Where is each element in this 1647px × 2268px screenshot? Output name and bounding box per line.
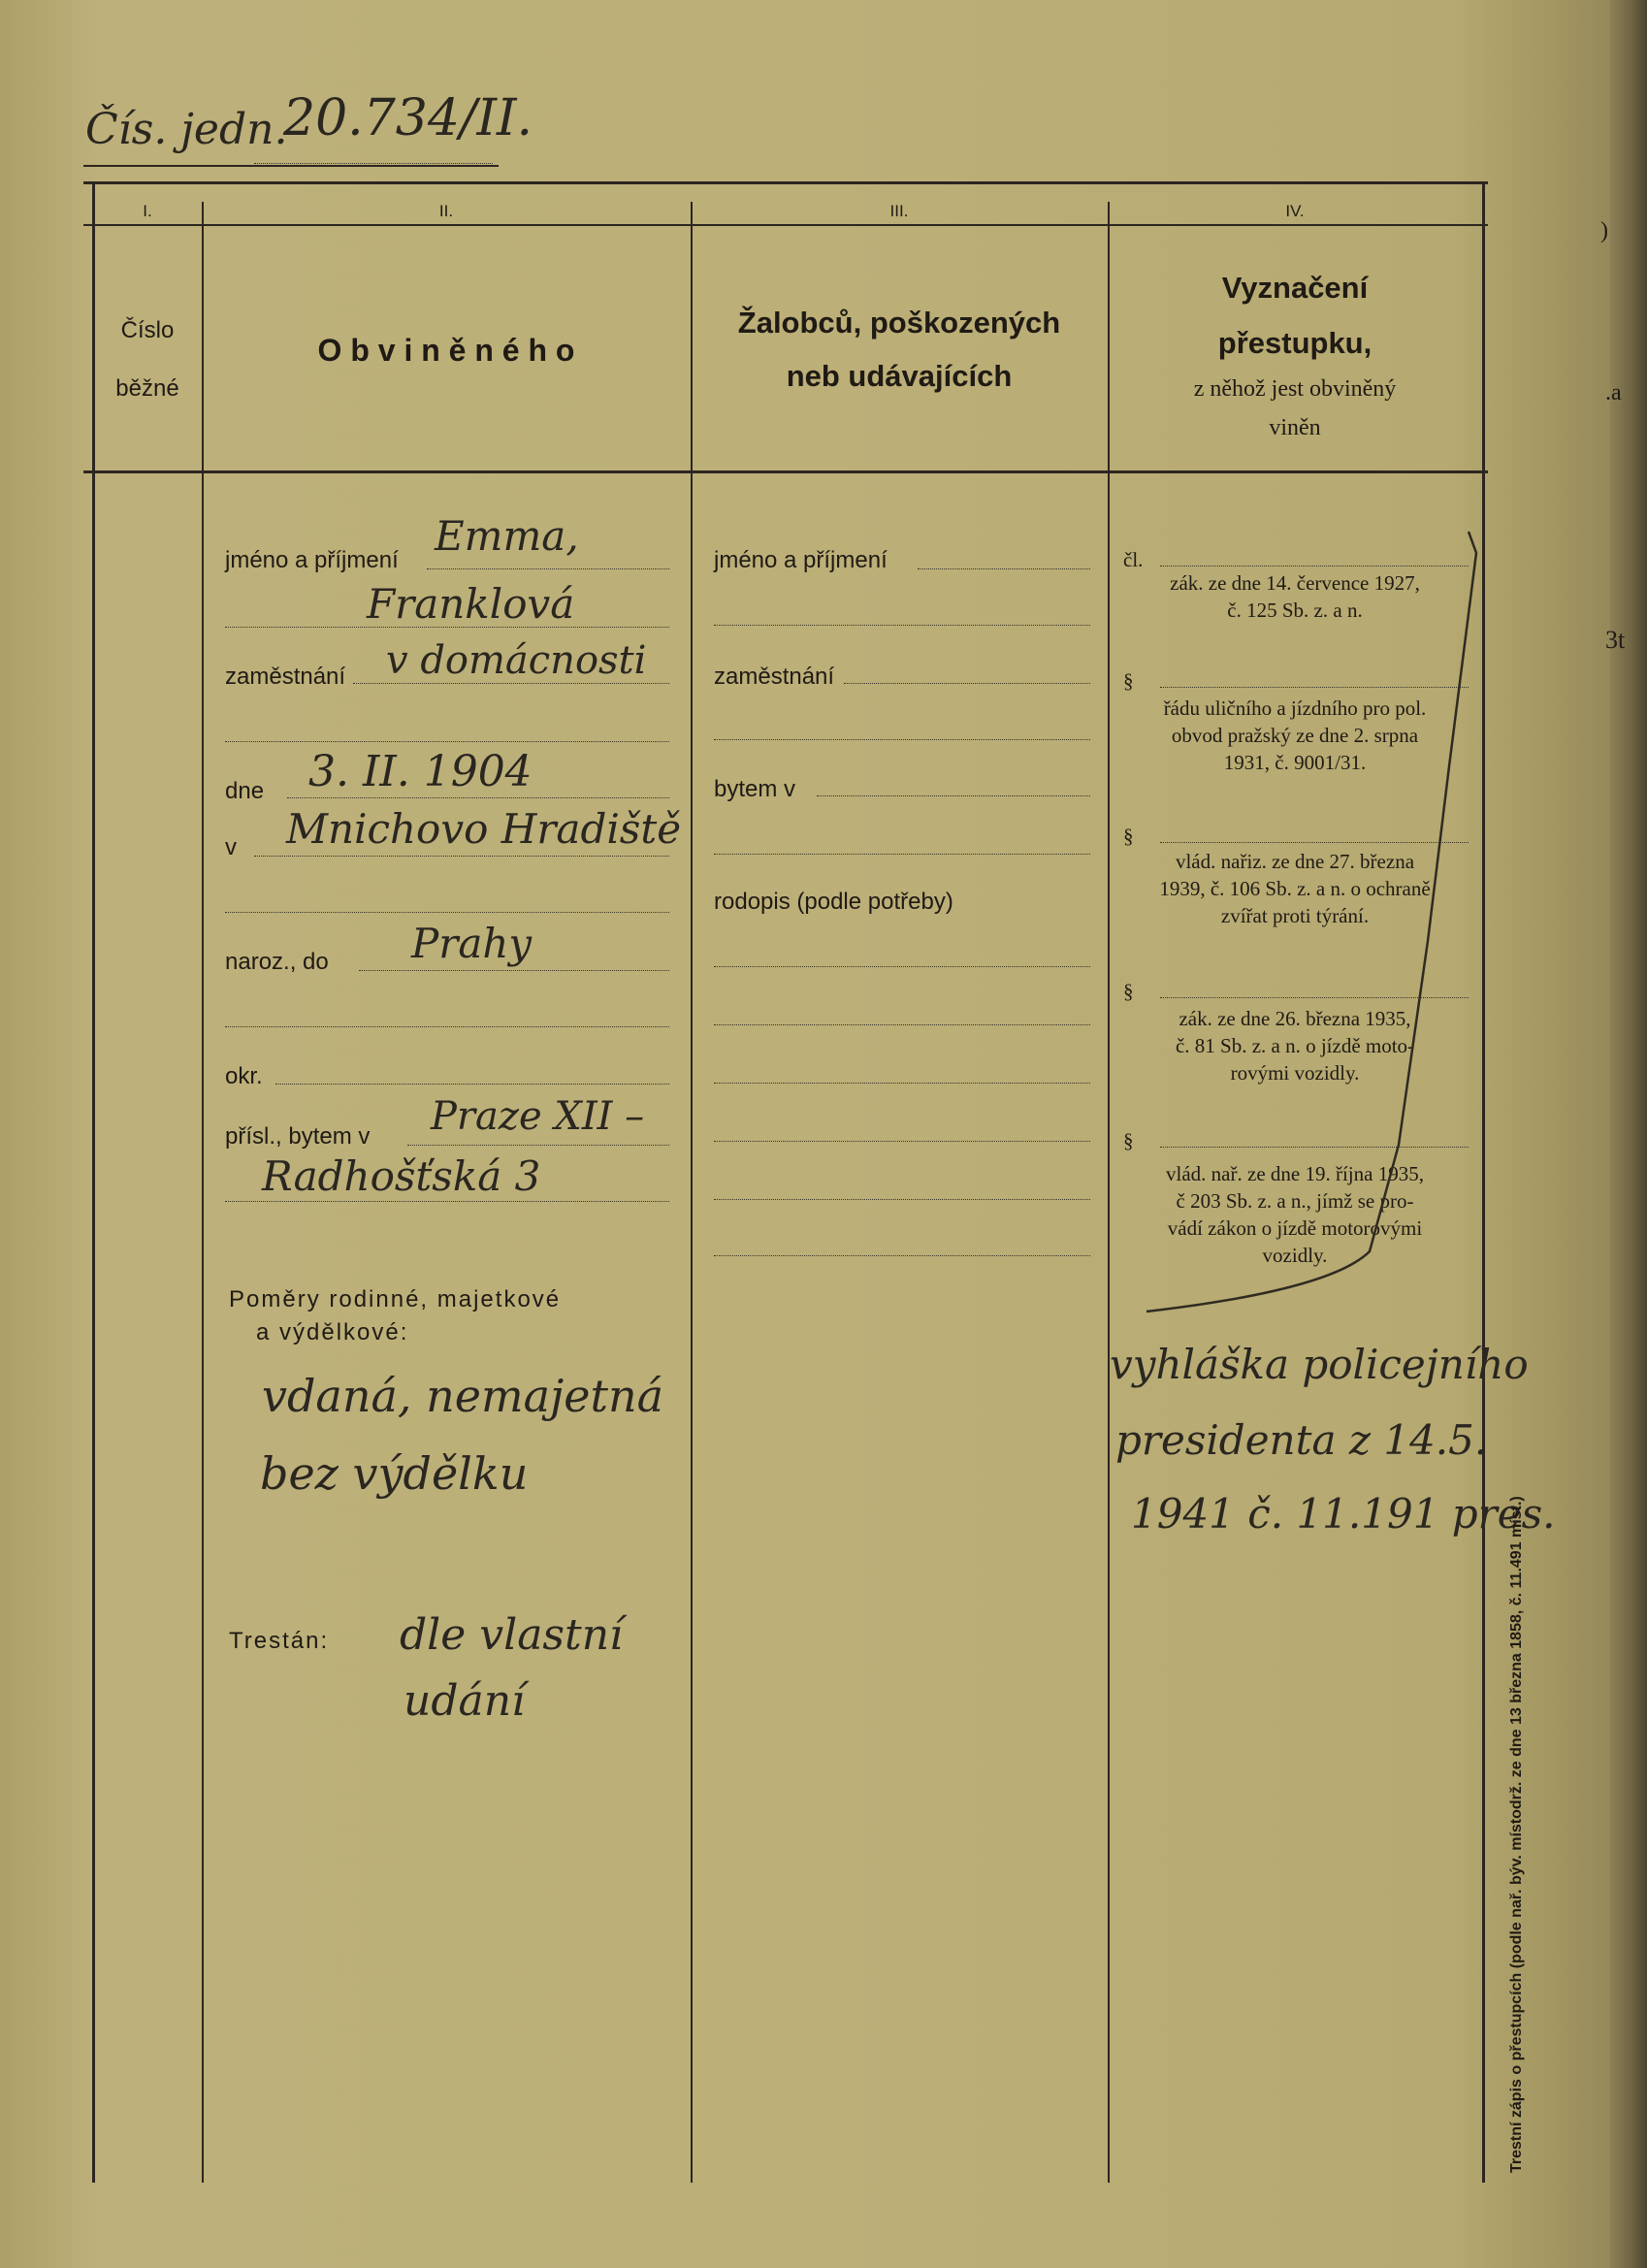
accused-district-label: okr. <box>225 1063 263 1089</box>
table-top-border <box>83 181 1488 184</box>
offence-handwritten-1: vyhláška policejního <box>1110 1341 1529 1388</box>
family-value-1: vdaná, nemajetná <box>262 1370 664 1422</box>
heading-offence-sub-1: z něhož jest obviněný <box>1193 376 1397 402</box>
col-numeral: II. <box>438 202 454 220</box>
punished-value-2: udání <box>404 1676 526 1726</box>
accused-date-value: 3. II. 1904 <box>308 747 533 796</box>
offence-section-symbol: § <box>1123 1129 1134 1152</box>
family-label-1: Poměry rodinné, majetkové <box>229 1286 562 1312</box>
offence-animal-2: 1939, č. 106 Sb. z. a n. o ochraně <box>1159 877 1431 900</box>
heading-plaintiffs-2: neb udávajících <box>786 359 1013 393</box>
heading-offence-2: přestupku, <box>1217 326 1372 360</box>
accused-residence-label: přísl., bytem v <box>225 1123 371 1150</box>
page-edge <box>1610 0 1647 2268</box>
family-value-2: bez výdělku <box>260 1447 529 1500</box>
strike-through-line <box>1108 524 1486 1329</box>
accused-place-value: Mnichovo Hradiště <box>286 805 682 853</box>
offence-handwritten-2: presidenta z 14.5. <box>1115 1416 1488 1464</box>
plaintiff-residence-label: bytem v <box>714 776 796 802</box>
punished-label: Trestán: <box>229 1628 330 1654</box>
accused-place-label: v <box>225 834 237 860</box>
offence-animal-1: vlád. nařiz. ze dne 27. března <box>1175 850 1415 873</box>
offence-motor-decree-1: vlád. nař. ze dne 19. října 1935, <box>1166 1162 1424 1185</box>
offence-animal-3: zvířat proti týrání. <box>1220 904 1370 927</box>
offence-section-symbol: § <box>1123 825 1134 848</box>
offence-motor-3: rovými vozidly. <box>1230 1061 1360 1085</box>
offence-section-symbol: § <box>1123 669 1134 693</box>
side-caption: Trestní zápis o přestupcích (podle nař. býv. místodrž. ze dne 13 března 1858, č. 11.491 míst.) <box>1508 1496 1525 2173</box>
heading-number-2: běžné <box>115 375 179 402</box>
offence-street-order-1: řádu uličního a jízdního pro pol. <box>1163 697 1427 720</box>
ref-underline <box>83 165 499 167</box>
margin-mark: .a <box>1605 380 1622 405</box>
col-numeral: I. <box>143 202 152 220</box>
plaintiff-occupation-label: zaměstnání <box>714 664 835 690</box>
accused-date-label: dne <box>225 778 265 804</box>
heading-plaintiffs-1: Žalobců, poškozených <box>737 306 1061 340</box>
accused-residence-value-2: Radhošťská 3 <box>262 1152 541 1200</box>
offence-handwritten-3: 1941 č. 11.191 pres. <box>1131 1490 1556 1538</box>
offence-street-order-2: obvod pražský ze dne 2. srpna <box>1171 724 1419 747</box>
heading-offence-1: Vyznačení <box>1221 271 1369 305</box>
offence-motor-decree-3: vádí zákon o jízdě motorovými <box>1167 1216 1423 1240</box>
offence-motor-2: č. 81 Sb. z. a n. o jízdě moto- <box>1175 1034 1415 1057</box>
punished-value-1: dle vlastní <box>400 1610 624 1660</box>
accused-occupation-value: v domácnosti <box>386 638 647 683</box>
heading-number-1: Číslo <box>120 317 175 343</box>
offence-motor-decree-2: č 203 Sb. z. a n., jímž se pro- <box>1176 1189 1414 1213</box>
offence-law-1927-2: č. 125 Sb. z. a n. <box>1227 599 1363 622</box>
offence-section-symbol: § <box>1123 980 1134 1003</box>
accused-surname-value: Franklová <box>367 580 575 628</box>
plaintiff-name-label: jméno a příjmení <box>714 547 888 573</box>
offence-article-symbol: čl. <box>1123 548 1144 571</box>
col-numeral: III. <box>889 202 909 220</box>
col-numeral: IV. <box>1285 202 1305 220</box>
accused-born-label: naroz., do <box>225 949 329 975</box>
ref-number: 20.734/II. <box>283 89 533 147</box>
accused-born-value: Prahy <box>411 920 533 967</box>
heading-offence-sub-2: viněn <box>1269 415 1321 440</box>
offence-motor-decree-4: vozidly. <box>1262 1244 1328 1267</box>
accused-occupation-label: zaměstnání <box>225 664 346 690</box>
header-bottom-border <box>83 470 1488 473</box>
plaintiff-record-label: rodopis (podle potřeby) <box>714 889 953 915</box>
margin-mark: ) <box>1600 218 1608 243</box>
margin-mark: 3t <box>1605 626 1626 654</box>
offence-motor-1: zák. ze dne 26. března 1935, <box>1179 1007 1411 1030</box>
heading-accused: O b v i n ě n é h o <box>317 333 575 368</box>
offence-law-1927-1: zák. ze dne 14. července 1927, <box>1170 571 1420 595</box>
family-label-2: a výdělkové: <box>256 1319 409 1345</box>
ref-label: Čís. jedn. <box>85 105 288 154</box>
accused-name-value: Emma, <box>435 512 579 560</box>
accused-name-label: jméno a příjmení <box>225 547 399 573</box>
accused-residence-value-1: Praze XII – <box>431 1094 645 1139</box>
offence-street-order-3: 1931, č. 9001/31. <box>1223 751 1367 774</box>
